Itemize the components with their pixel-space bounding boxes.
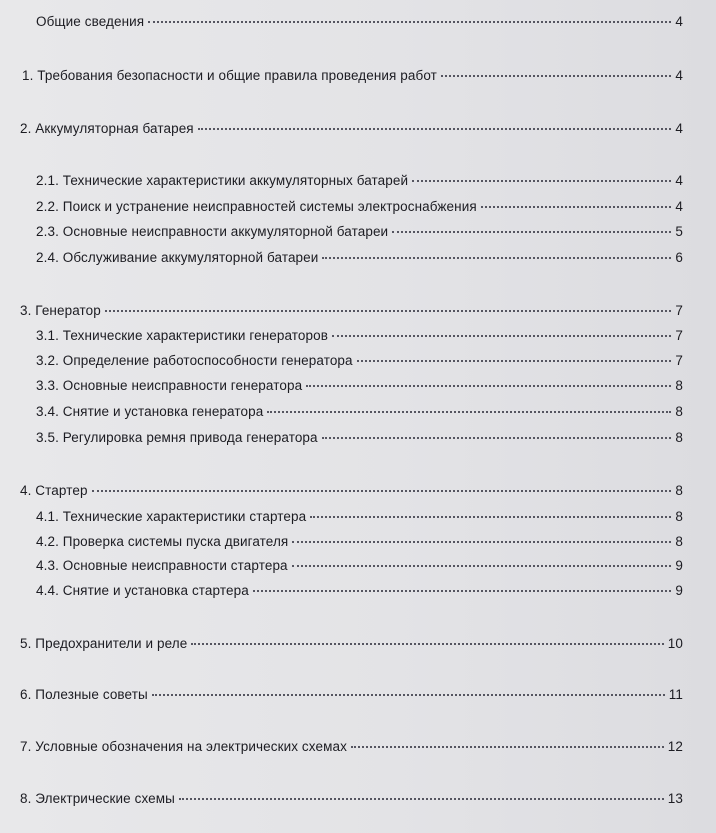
toc-entry	[36, 224, 683, 239]
toc-entry-title: 7. Условные обозначения на электрических схемах	[20, 739, 347, 754]
toc-entry	[36, 509, 683, 524]
toc-entry-title: 3.4. Снятие и установка генератора	[36, 404, 264, 419]
toc-entry-title: 8. Электрические схемы	[20, 791, 175, 806]
toc-entry	[36, 199, 683, 214]
dot-leader	[441, 75, 671, 77]
toc-entry-page: 7	[675, 303, 683, 318]
toc-entry-page: 4	[675, 173, 683, 188]
toc-entry-title: 4.3. Основные неисправности стартера	[36, 558, 288, 573]
dot-leader	[392, 231, 671, 233]
toc-entry-page: 10	[667, 636, 683, 651]
toc-entry-title: 2. Аккумуляторная батарея	[20, 121, 194, 136]
dot-leader	[267, 411, 671, 413]
dot-leader	[179, 798, 664, 800]
toc-entry-title: Общие сведения	[36, 14, 145, 29]
dot-leader	[412, 180, 671, 182]
toc-entry	[20, 791, 683, 806]
toc-entry-title: 6. Полезные советы	[20, 687, 148, 702]
toc-entry	[20, 303, 683, 318]
toc-entry	[36, 404, 683, 419]
toc-entry-title: 3.5. Регулировка ремня привода генератора	[36, 430, 318, 445]
toc-entry-page: 12	[667, 739, 683, 754]
dot-leader	[253, 590, 672, 592]
toc-entry-page: 8	[675, 509, 683, 524]
toc-entry-page: 6	[675, 250, 683, 265]
toc-entry-title: 1. Требования безопасности и общие правила проведения работ	[22, 68, 437, 83]
toc-entry	[36, 378, 683, 393]
toc-entry	[20, 121, 683, 136]
toc-entry-page: 4	[675, 14, 683, 29]
toc-entry-title: 4. Стартер	[20, 483, 88, 498]
toc-entry-page: 11	[668, 687, 683, 702]
dot-leader	[322, 257, 671, 259]
toc-entry-page: 8	[675, 404, 683, 419]
toc-entry-page: 9	[675, 583, 683, 598]
toc-entry-title: 2.3. Основные неисправности аккумуляторной батареи	[36, 224, 389, 239]
toc-entry-page: 4	[675, 68, 683, 83]
toc-entry	[36, 328, 683, 343]
toc-entry-page: 8	[675, 483, 683, 498]
toc-entry-title: 3.3. Основные неисправности генератора	[36, 378, 303, 393]
toc-entry	[20, 483, 683, 498]
dot-leader	[92, 490, 672, 492]
dot-leader	[191, 643, 663, 645]
toc-entry	[36, 558, 683, 573]
toc-entry-page: 5	[675, 224, 683, 239]
toc-entry	[36, 534, 683, 549]
dot-leader	[292, 541, 671, 543]
toc-entry	[20, 636, 683, 651]
dot-leader	[152, 694, 665, 696]
dot-leader	[322, 437, 672, 439]
toc-entry	[22, 68, 683, 83]
toc-entry-title: 4.4. Снятие и установка стартера	[36, 583, 249, 598]
toc-entry-page: 7	[675, 353, 683, 368]
dot-leader	[292, 565, 672, 567]
toc-entry-title: 3.1. Технические характеристики генераторов	[36, 328, 328, 343]
dot-leader	[310, 516, 671, 518]
toc-entry-page: 4	[675, 199, 683, 214]
dot-leader	[481, 206, 672, 208]
toc-entry-page: 13	[667, 791, 683, 806]
toc-entry-title: 2.1. Технические характеристики аккумуляторных батарей	[36, 173, 409, 188]
dot-leader	[198, 128, 672, 130]
toc-entry	[20, 687, 683, 702]
toc-entry-page: 7	[675, 328, 683, 343]
dot-leader	[105, 310, 672, 312]
toc-entry-title: 4.1. Технические характеристики стартера	[36, 509, 307, 524]
toc-entry	[36, 173, 683, 188]
dot-leader	[306, 385, 671, 387]
toc-entry	[36, 353, 683, 368]
toc-entry-title: 2.2. Поиск и устранение неисправностей системы электроснабжения	[36, 199, 477, 214]
toc-entry-page: 4	[675, 121, 683, 136]
toc-entry-title: 2.4. Обслуживание аккумуляторной батареи	[36, 250, 319, 265]
toc-entry	[36, 430, 683, 445]
toc-entry-title: 3. Генератор	[20, 303, 101, 318]
dot-leader	[351, 746, 664, 748]
toc-entry	[20, 739, 683, 754]
dot-leader	[148, 21, 671, 23]
toc-entry-title: 3.2. Определение работоспособности генератора	[36, 353, 353, 368]
toc-entry-page: 8	[675, 534, 683, 549]
dot-leader	[357, 360, 672, 362]
toc-entry-title: 4.2. Проверка системы пуска двигателя	[36, 534, 289, 549]
toc-entry-page: 9	[675, 558, 683, 573]
toc-entry	[36, 14, 683, 29]
toc-entry-page: 8	[675, 378, 683, 393]
toc-entry-title: 5. Предохранители и реле	[20, 636, 188, 651]
toc-entry	[36, 583, 683, 598]
toc-entry	[36, 250, 683, 265]
dot-leader	[332, 335, 671, 337]
toc-entry-page: 8	[675, 430, 683, 445]
